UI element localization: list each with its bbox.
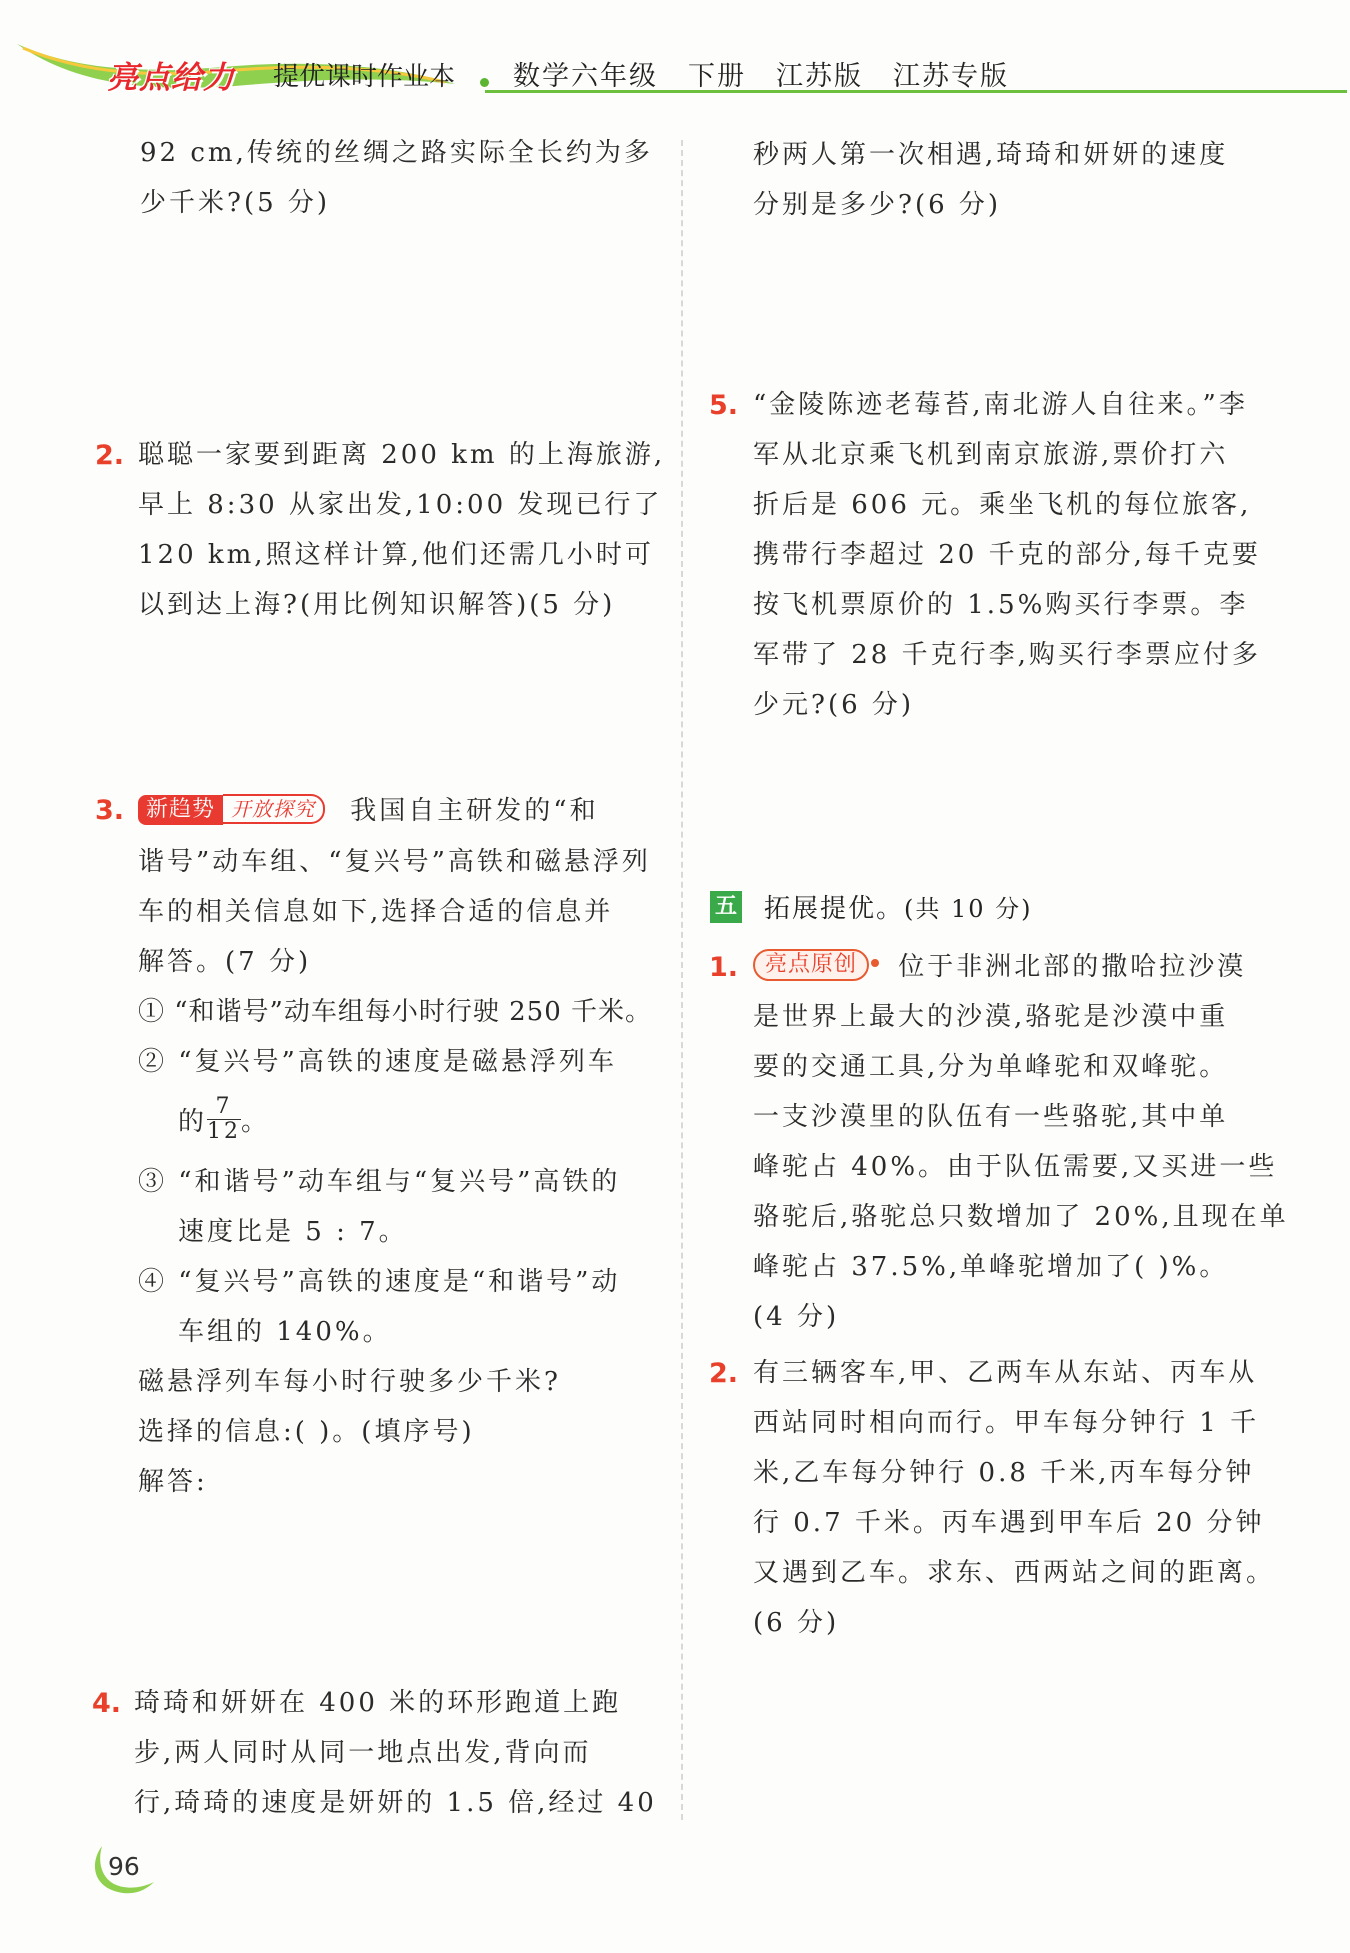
question-3-first-line bbox=[138, 786, 652, 837]
question-3-number: 3. bbox=[95, 795, 125, 826]
fraction-numerator: 7 bbox=[207, 1095, 241, 1120]
text-line: 解答。(7 分) bbox=[138, 947, 312, 977]
question-3-text bbox=[138, 786, 652, 1507]
fraction-denominator: 12 bbox=[207, 1118, 242, 1144]
brand-logo-text: 亮点给力 bbox=[107, 60, 235, 96]
right-continued-text bbox=[753, 130, 1228, 230]
text-line: 要的交通工具,分为单峰驼和双峰驼。 bbox=[753, 1052, 1229, 1082]
brand-subtitle: 提优课时作业本 bbox=[273, 62, 456, 92]
info-item-2-fraction-line bbox=[138, 1087, 652, 1157]
header-dot-icon bbox=[480, 78, 489, 87]
text-line: 早上 8:30 从家出发,10:00 发现已行了 bbox=[138, 490, 663, 520]
text-line: 车的相关信息如下,选择合适的信息并 bbox=[138, 897, 614, 927]
extension-1-text bbox=[753, 942, 1289, 1342]
text-line: 120 km,照这样计算,他们还需几小时可 bbox=[138, 540, 654, 570]
text-line: 携带行李超过 20 千克的部分,每千克要 bbox=[753, 540, 1261, 570]
page-number: 96 bbox=[108, 1852, 140, 1881]
header-volume: 下册 bbox=[688, 61, 746, 92]
text-line: 分别是多少?(6 分) bbox=[753, 190, 1002, 220]
text-fragment: 。 bbox=[241, 1107, 271, 1137]
text-line: 按飞机票原价的 1.5%购买行李票。李 bbox=[753, 590, 1249, 620]
text-line: 秒两人第一次相遇,琦琦和妍妍的速度 bbox=[753, 140, 1229, 170]
text-line: 米,乙车每分钟行 0.8 千米,丙车每分钟 bbox=[753, 1458, 1255, 1488]
info-item-2: ② “复兴号”高铁的速度是磁悬浮列车 bbox=[138, 1047, 617, 1077]
text-line: (6 分) bbox=[753, 1608, 840, 1638]
text-line: 少千米?(5 分) bbox=[140, 188, 331, 218]
page-header bbox=[15, 40, 1335, 110]
question-4-text bbox=[134, 1678, 657, 1828]
text-line: 位于非洲北部的撒哈拉沙漠 bbox=[898, 952, 1247, 982]
tag-main-label: 新趋势 bbox=[138, 795, 223, 825]
info-item-1: ① “和谐号”动车组每小时行驶 250 千米。 bbox=[138, 997, 653, 1027]
text-line: 折后是 606 元。乘坐飞机的每位旅客, bbox=[753, 490, 1252, 520]
text-line: 军从北京乘飞机到南京旅游,票价打六 bbox=[753, 440, 1229, 470]
question-4-number: 4. bbox=[92, 1688, 122, 1719]
text-line: 聪聪一家要到距离 200 km 的上海旅游, bbox=[138, 440, 666, 470]
text-line: 92 cm,传统的丝绸之路实际全长约为多 bbox=[140, 138, 653, 168]
original-tag: 亮点原创 bbox=[753, 949, 869, 981]
text-line: 骆驼后,骆驼总只数增加了 20%,且现在单 bbox=[753, 1202, 1289, 1232]
text-line: 行 0.7 千米。丙车遇到甲车后 20 分钟 bbox=[753, 1508, 1265, 1538]
text-line: 峰驼占 40%。由于队伍需要,又买进一些 bbox=[753, 1152, 1278, 1182]
text-line: 一支沙漠里的队伍有一些骆驼,其中单 bbox=[753, 1102, 1229, 1132]
text-line: “金陵陈迹老莓苔,南北游人自往来。”李 bbox=[753, 390, 1248, 420]
text-line: 又遇到乙车。求东、西两站之间的距离。 bbox=[753, 1558, 1276, 1588]
question-3-select-blank: 选择的信息:( )。(填序号) bbox=[138, 1417, 475, 1447]
fraction-seven-twelfths bbox=[207, 1095, 241, 1144]
text-fragment: 的 bbox=[178, 1107, 208, 1137]
header-edition: 江苏版 bbox=[776, 61, 863, 92]
tag-dot-icon bbox=[871, 959, 879, 967]
text-line: (4 分) bbox=[753, 1302, 840, 1332]
section-5-title bbox=[764, 888, 1033, 925]
question-3-answer-label: 解答: bbox=[138, 1467, 208, 1497]
question-3-ask: 磁悬浮列车每小时行驶多少千米? bbox=[138, 1367, 561, 1397]
text-line: 我国自主研发的“和 bbox=[350, 796, 599, 826]
question-2-text bbox=[138, 430, 665, 630]
header-region: 江苏专版 bbox=[893, 61, 1009, 92]
header-info bbox=[513, 54, 1039, 93]
info-item-3-cont: 速度比是 5 : 7。 bbox=[178, 1217, 408, 1247]
info-item-3: ③ “和谐号”动车组与“复兴号”高铁的 bbox=[138, 1167, 621, 1197]
text-line: 行,琦琦的速度是妍妍的 1.5 倍,经过 40 bbox=[134, 1788, 657, 1818]
text-line: 步,两人同时从同一地点出发,背向而 bbox=[134, 1738, 592, 1768]
text-line: 军带了 28 千克行李,购买行李票应付多 bbox=[753, 640, 1261, 670]
section-score: (共 10 分) bbox=[904, 895, 1033, 923]
text-line: 以到达上海?(用比例知识解答)(5 分) bbox=[138, 590, 616, 620]
text-line: 琦琦和妍妍在 400 米的环形跑道上跑 bbox=[134, 1688, 622, 1718]
question-5-number: 5. bbox=[709, 390, 739, 421]
tag-sub-label: 开放探究 bbox=[223, 794, 325, 824]
text-line: 西站同时相向而行。甲车每分钟行 1 千 bbox=[753, 1408, 1260, 1438]
text-line: 是世界上最大的沙漠,骆驼是沙漠中重 bbox=[753, 1002, 1229, 1032]
info-item-4: ④ “复兴号”高铁的速度是“和谐号”动 bbox=[138, 1267, 621, 1297]
text-line: 有三辆客车,甲、乙两车从东站、丙车从 bbox=[753, 1358, 1258, 1388]
info-item-4-cont: 车组的 140%。 bbox=[178, 1317, 392, 1347]
text-line: 少元?(6 分) bbox=[753, 690, 915, 720]
left-continued-text bbox=[140, 128, 653, 228]
section-5-badge: 五 bbox=[710, 891, 742, 923]
extension-2-text bbox=[753, 1348, 1275, 1648]
column-divider bbox=[681, 140, 683, 1820]
text-line: 峰驼占 37.5%,单峰驼增加了( )%。 bbox=[753, 1252, 1229, 1282]
extension-1-number: 1. bbox=[709, 952, 739, 983]
header-subject: 数学六年级 bbox=[513, 61, 658, 92]
question-2-number: 2. bbox=[95, 440, 125, 471]
question-5-text bbox=[753, 380, 1261, 730]
new-trend-tag bbox=[138, 787, 325, 837]
extension-2-number: 2. bbox=[709, 1358, 739, 1389]
text-line: 谐号”动车组、“复兴号”高铁和磁悬浮列 bbox=[138, 847, 651, 877]
extension-1-first-line bbox=[753, 942, 1289, 992]
section-title-label: 拓展提优。 bbox=[764, 894, 905, 924]
